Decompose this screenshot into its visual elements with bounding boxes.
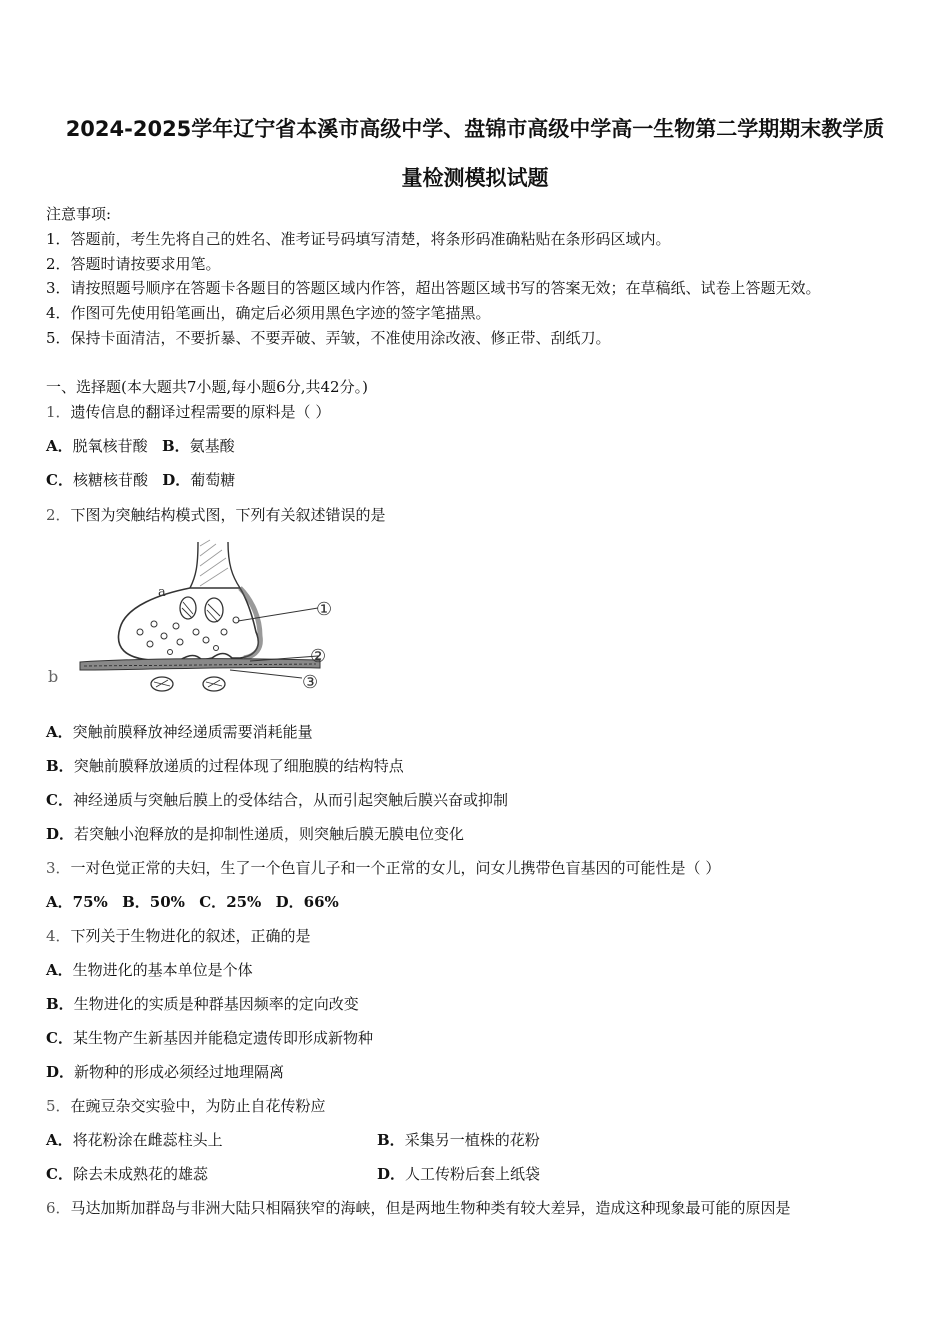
question-1-options-ab <box>46 435 235 456</box>
option-label: B． <box>161 437 190 455</box>
question-2-option-d <box>46 823 464 844</box>
notice-item-2: 2．答题时请按要求用笔。 <box>46 255 221 273</box>
question-number: 5． <box>46 1097 71 1115</box>
option-text: 50% <box>149 893 185 911</box>
option-text: 脱氧核苷酸 <box>72 437 148 455</box>
option-text: 突触前膜释放递质的过程体现了细胞膜的结构特点 <box>73 757 404 775</box>
option-label: C． <box>46 791 73 809</box>
option-label: A． <box>46 437 73 455</box>
option-text: 66% <box>303 893 339 911</box>
figure-label-2: ② <box>310 646 327 667</box>
option-text: 人工传粉后套上纸袋 <box>405 1165 541 1183</box>
option-text: 若突触小泡释放的是抑制性递质，则突触后膜无膜电位变化 <box>74 825 465 843</box>
option-text: 生物进化的基本单位是个体 <box>72 961 253 979</box>
question-1-options-cd <box>46 469 235 490</box>
figure-label-b: b <box>48 667 59 686</box>
question-4-option-a <box>46 959 253 980</box>
question-5-stem <box>46 1095 326 1116</box>
figure-label-a: a <box>158 585 166 600</box>
question-3-stem <box>46 857 720 878</box>
option-text: 神经递质与突触后膜上的受体结合，从而引起突触后膜兴奋或抑制 <box>72 791 508 809</box>
question-2-option-c <box>46 789 508 810</box>
notice-item-4: 4．作图可先使用铅笔画出，确定后必须用黑色字迹的签字笔描黑。 <box>46 304 491 322</box>
question-5-option-a <box>46 1129 223 1150</box>
figure-label-1: ① <box>316 599 333 620</box>
section-heading: 一、选择题(本大题共7小题,每小题6分,共42分。) <box>46 378 368 396</box>
question-5-option-c <box>46 1163 208 1184</box>
question-4-option-b <box>46 993 359 1014</box>
question-number: 2． <box>46 506 71 524</box>
question-text: 遗传信息的翻译过程需要的原料是（ ） <box>70 403 331 421</box>
option-text: 葡萄糖 <box>190 471 236 489</box>
option-label: D． <box>46 825 75 843</box>
option-text: 将花粉涂在雌蕊柱头上 <box>72 1131 223 1149</box>
option-label: A． <box>46 893 73 911</box>
option-text: 采集另一植株的花粉 <box>404 1131 540 1149</box>
question-4-option-d <box>46 1061 284 1082</box>
question-text: 下列关于生物进化的叙述，正确的是 <box>70 927 311 945</box>
option-label: D． <box>46 1063 75 1081</box>
question-text: 马达加斯加群岛与非洲大陆只相隔狭窄的海峡，但是两地生物种类有较大差异，造成这种现象最可能的原因是 <box>70 1199 791 1217</box>
option-label: A． <box>46 961 73 979</box>
option-text: 新物种的形成必须经过地理隔离 <box>74 1063 285 1081</box>
option-text: 75% <box>72 893 108 911</box>
option-text: 25% <box>226 893 262 911</box>
question-2-option-a <box>46 721 313 742</box>
notice-item-1: 1．答题前，考生先将自己的姓名、准考证号码填写清楚，将条形码准确粘贴在条形码区域内。 <box>46 230 671 248</box>
synapse-diagram <box>40 536 340 696</box>
option-label: C． <box>199 893 227 911</box>
question-6-stem <box>46 1197 791 1218</box>
question-3-options <box>46 891 339 912</box>
question-number: 3． <box>46 859 71 877</box>
option-label: D． <box>275 893 304 911</box>
question-5-option-d <box>377 1163 540 1184</box>
option-label: C． <box>46 1029 73 1047</box>
option-text: 核糖核苷酸 <box>72 471 148 489</box>
question-number: 6． <box>46 1199 71 1217</box>
notice-item-5: 5．保持卡面清洁，不要折暴、不要弄破、弄皱，不准使用涂改液、修正带、刮纸刀。 <box>46 329 611 347</box>
option-text: 某生物产生新基因并能稳定遗传即形成新物种 <box>72 1029 373 1047</box>
option-label: C． <box>46 471 73 489</box>
option-label: A． <box>46 1131 73 1149</box>
option-text: 氨基酸 <box>189 437 235 455</box>
option-text: 突触前膜释放神经递质需要消耗能量 <box>72 723 313 741</box>
option-text: 除去未成熟花的雄蕊 <box>72 1165 208 1183</box>
option-text: 生物进化的实质是种群基因频率的定向改变 <box>73 995 359 1013</box>
page-title-line2: 量检测模拟试题 <box>401 166 549 190</box>
page-title-line1: 2024-2025学年辽宁省本溪市高级中学、盘锦市高级中学高一生物第二学期期末教学质 <box>65 117 885 141</box>
notice-heading: 注意事项: <box>46 205 112 223</box>
option-label: D． <box>377 1165 406 1183</box>
option-label: C． <box>46 1165 73 1183</box>
figure-label-3: ③ <box>302 672 319 693</box>
question-1-stem <box>46 401 330 422</box>
question-text: 一对色觉正常的夫妇，生了一个色盲儿子和一个正常的女儿，问女儿携带色盲基因的可能性是（ ） <box>70 859 721 877</box>
question-4-stem <box>46 925 311 946</box>
option-label: D． <box>162 471 191 489</box>
axon-hatch <box>200 540 228 586</box>
question-4-option-c <box>46 1027 373 1048</box>
option-label: B． <box>377 1131 405 1149</box>
question-number: 4． <box>46 927 71 945</box>
question-text: 在豌豆杂交实验中，为防止自花传粉应 <box>70 1097 326 1115</box>
question-number: 1． <box>46 403 71 421</box>
option-label: A． <box>46 723 73 741</box>
option-label: B． <box>46 757 74 775</box>
question-5-option-b <box>377 1129 540 1150</box>
option-label: B． <box>46 995 74 1013</box>
notice-item-3: 3．请按照题号顺序在答题卡各题目的答题区域内作答，超出答题区域书写的答案无效；在草稿纸、试卷上答题无效。 <box>46 279 821 297</box>
question-2-stem <box>46 504 386 525</box>
question-2-option-b <box>46 755 404 776</box>
axon-outline <box>190 542 240 588</box>
option-label: B． <box>122 893 150 911</box>
question-text: 下图为突触结构模式图，下列有关叙述错误的是 <box>70 506 386 524</box>
